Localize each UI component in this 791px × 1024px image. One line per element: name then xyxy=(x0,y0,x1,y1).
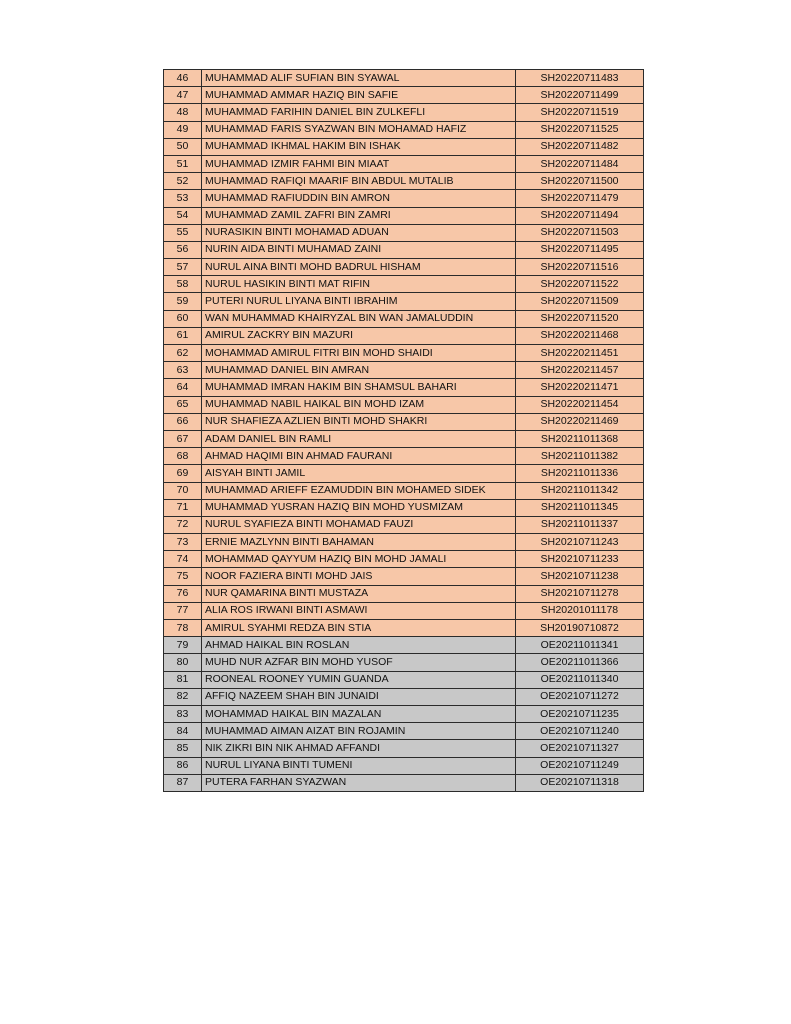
row-number: 58 xyxy=(164,276,202,293)
student-id: SH20220711520 xyxy=(516,310,644,327)
student-id: SH20201011178 xyxy=(516,602,644,619)
table-row xyxy=(164,87,644,104)
table-row xyxy=(164,155,644,172)
row-number: 46 xyxy=(164,70,202,87)
row-number: 67 xyxy=(164,430,202,447)
student-name: WAN MUHAMMAD KHAIRYZAL BIN WAN JAMALUDDIN xyxy=(202,310,516,327)
student-name: NUR QAMARINA BINTI MUSTAZA xyxy=(202,585,516,602)
table-row xyxy=(164,293,644,310)
table-row xyxy=(164,173,644,190)
row-number: 85 xyxy=(164,740,202,757)
student-id: OE20210711240 xyxy=(516,723,644,740)
table-row xyxy=(164,104,644,121)
row-number: 63 xyxy=(164,362,202,379)
student-id: OE20211011341 xyxy=(516,637,644,654)
row-number: 48 xyxy=(164,104,202,121)
student-roster-table xyxy=(163,69,644,792)
table-row xyxy=(164,774,644,791)
student-id: SH20220711482 xyxy=(516,138,644,155)
table-row xyxy=(164,534,644,551)
roster-body xyxy=(164,70,644,792)
table-row xyxy=(164,276,644,293)
row-number: 66 xyxy=(164,413,202,430)
student-id: SH20220711522 xyxy=(516,276,644,293)
student-name: MUHAMMAD YUSRAN HAZIQ BIN MOHD YUSMIZAM xyxy=(202,499,516,516)
student-name: MUHAMMAD RAFIUDDIN BIN AMRON xyxy=(202,190,516,207)
row-number: 52 xyxy=(164,173,202,190)
student-name: NURUL HASIKIN BINTI MAT RIFIN xyxy=(202,276,516,293)
row-number: 68 xyxy=(164,448,202,465)
student-id: OE20211011340 xyxy=(516,671,644,688)
student-id: OE20210711249 xyxy=(516,757,644,774)
row-number: 47 xyxy=(164,87,202,104)
table-row xyxy=(164,430,644,447)
student-id: SH20210711243 xyxy=(516,534,644,551)
student-name: NUR SHAFIEZA AZLIEN BINTI MOHD SHAKRI xyxy=(202,413,516,430)
table-row xyxy=(164,757,644,774)
student-id: SH20210711278 xyxy=(516,585,644,602)
student-name: ADAM DANIEL BIN RAMLI xyxy=(202,430,516,447)
table-row xyxy=(164,688,644,705)
row-number: 72 xyxy=(164,516,202,533)
student-id: SH20220711519 xyxy=(516,104,644,121)
student-id: SH20220711494 xyxy=(516,207,644,224)
student-id: SH20220711503 xyxy=(516,224,644,241)
table-row xyxy=(164,671,644,688)
table-row xyxy=(164,620,644,637)
row-number: 79 xyxy=(164,637,202,654)
student-id: SH20220711525 xyxy=(516,121,644,138)
student-name: AHMAD HAIKAL BIN ROSLAN xyxy=(202,637,516,654)
row-number: 54 xyxy=(164,207,202,224)
table-row xyxy=(164,345,644,362)
student-id: SH20220711495 xyxy=(516,241,644,258)
student-name: AMIRUL ZACKRY BIN MAZURI xyxy=(202,327,516,344)
row-number: 60 xyxy=(164,310,202,327)
student-name: MOHAMMAD QAYYUM HAZIQ BIN MOHD JAMALI xyxy=(202,551,516,568)
student-name: MUHAMMAD ZAMIL ZAFRI BIN ZAMRI xyxy=(202,207,516,224)
row-number: 71 xyxy=(164,499,202,516)
student-id: SH20211011342 xyxy=(516,482,644,499)
row-number: 73 xyxy=(164,534,202,551)
student-id: SH20220711516 xyxy=(516,259,644,276)
student-id: SH20210711238 xyxy=(516,568,644,585)
student-id: SH20220711499 xyxy=(516,87,644,104)
table-row xyxy=(164,448,644,465)
row-number: 87 xyxy=(164,774,202,791)
row-number: 81 xyxy=(164,671,202,688)
student-id: SH20220711479 xyxy=(516,190,644,207)
student-id: SH20220711483 xyxy=(516,70,644,87)
row-number: 76 xyxy=(164,585,202,602)
student-name: ROONEAL ROONEY YUMIN GUANDA xyxy=(202,671,516,688)
student-name: NURUL AINA BINTI MOHD BADRUL HISHAM xyxy=(202,259,516,276)
student-id: SH20211011337 xyxy=(516,516,644,533)
student-id: SH20220211468 xyxy=(516,327,644,344)
row-number: 83 xyxy=(164,705,202,722)
student-name: NURIN AIDA BINTI MUHAMAD ZAINI xyxy=(202,241,516,258)
table-row xyxy=(164,499,644,516)
student-id: SH20211011368 xyxy=(516,430,644,447)
table-row xyxy=(164,310,644,327)
student-id: SH20220211457 xyxy=(516,362,644,379)
student-id: SH20220211471 xyxy=(516,379,644,396)
student-id: OE20210711272 xyxy=(516,688,644,705)
student-id: SH20220711484 xyxy=(516,155,644,172)
row-number: 74 xyxy=(164,551,202,568)
table-row xyxy=(164,465,644,482)
student-name: MUHAMMAD ALIF SUFIAN BIN SYAWAL xyxy=(202,70,516,87)
student-id: SH20210711233 xyxy=(516,551,644,568)
table-row xyxy=(164,637,644,654)
row-number: 80 xyxy=(164,654,202,671)
student-name: MUHAMMAD RAFIQI MAARIF BIN ABDUL MUTALIB xyxy=(202,173,516,190)
student-name: PUTERI NURUL LIYANA BINTI IBRAHIM xyxy=(202,293,516,310)
student-name: AMIRUL SYAHMI REDZA BIN STIA xyxy=(202,620,516,637)
row-number: 78 xyxy=(164,620,202,637)
student-name: ERNIE MAZLYNN BINTI BAHAMAN xyxy=(202,534,516,551)
table-row xyxy=(164,396,644,413)
row-number: 64 xyxy=(164,379,202,396)
row-number: 55 xyxy=(164,224,202,241)
student-id: SH20220211454 xyxy=(516,396,644,413)
student-name: ALIA ROS IRWANI BINTI ASMAWI xyxy=(202,602,516,619)
student-name: AFFIQ NAZEEM SHAH BIN JUNAIDI xyxy=(202,688,516,705)
table-row xyxy=(164,121,644,138)
row-number: 53 xyxy=(164,190,202,207)
student-name: NURASIKIN BINTI MOHAMAD ADUAN xyxy=(202,224,516,241)
table-row xyxy=(164,224,644,241)
student-id: SH20211011382 xyxy=(516,448,644,465)
student-id: SH20220711500 xyxy=(516,173,644,190)
table-row xyxy=(164,379,644,396)
student-id: SH20211011345 xyxy=(516,499,644,516)
table-row xyxy=(164,740,644,757)
table-row xyxy=(164,705,644,722)
student-id: SH20211011336 xyxy=(516,465,644,482)
row-number: 56 xyxy=(164,241,202,258)
table-row xyxy=(164,482,644,499)
row-number: 49 xyxy=(164,121,202,138)
student-name: MUHAMMAD DANIEL BIN AMRAN xyxy=(202,362,516,379)
row-number: 84 xyxy=(164,723,202,740)
student-name: AHMAD HAQIMI BIN AHMAD FAURANI xyxy=(202,448,516,465)
table-row xyxy=(164,207,644,224)
student-name: NURUL LIYANA BINTI TUMENI xyxy=(202,757,516,774)
student-id: OE20210711318 xyxy=(516,774,644,791)
table-row xyxy=(164,138,644,155)
row-number: 82 xyxy=(164,688,202,705)
student-id: OE20210711327 xyxy=(516,740,644,757)
student-name: MUHD NUR AZFAR BIN MOHD YUSOF xyxy=(202,654,516,671)
student-id: SH20220211469 xyxy=(516,413,644,430)
row-number: 77 xyxy=(164,602,202,619)
student-name: MUHAMMAD IMRAN HAKIM BIN SHAMSUL BAHARI xyxy=(202,379,516,396)
table-row xyxy=(164,362,644,379)
row-number: 86 xyxy=(164,757,202,774)
student-name: MUHAMMAD AIMAN AIZAT BIN ROJAMIN xyxy=(202,723,516,740)
table-row xyxy=(164,516,644,533)
row-number: 69 xyxy=(164,465,202,482)
student-name: MUHAMMAD FARIS SYAZWAN BIN MOHAMAD HAFIZ xyxy=(202,121,516,138)
row-number: 61 xyxy=(164,327,202,344)
table-row xyxy=(164,327,644,344)
student-id: SH20190710872 xyxy=(516,620,644,637)
table-row xyxy=(164,551,644,568)
student-name: AISYAH BINTI JAMIL xyxy=(202,465,516,482)
table-row xyxy=(164,602,644,619)
row-number: 50 xyxy=(164,138,202,155)
student-name: MUHAMMAD NABIL HAIKAL BIN MOHD IZAM xyxy=(202,396,516,413)
row-number: 59 xyxy=(164,293,202,310)
student-name: NIK ZIKRI BIN NIK AHMAD AFFANDI xyxy=(202,740,516,757)
student-name: PUTERA FARHAN SYAZWAN xyxy=(202,774,516,791)
student-name: NURUL SYAFIEZA BINTI MOHAMAD FAUZI xyxy=(202,516,516,533)
table-row xyxy=(164,654,644,671)
table-row xyxy=(164,70,644,87)
student-name: MOHAMMAD AMIRUL FITRI BIN MOHD SHAIDI xyxy=(202,345,516,362)
table-row xyxy=(164,259,644,276)
student-id: OE20210711235 xyxy=(516,705,644,722)
student-id: OE20211011366 xyxy=(516,654,644,671)
row-number: 62 xyxy=(164,345,202,362)
row-number: 75 xyxy=(164,568,202,585)
student-name: MUHAMMAD AMMAR HAZIQ BIN SAFIE xyxy=(202,87,516,104)
student-name: MOHAMMAD HAIKAL BIN MAZALAN xyxy=(202,705,516,722)
row-number: 65 xyxy=(164,396,202,413)
student-name: NOOR FAZIERA BINTI MOHD JAIS xyxy=(202,568,516,585)
table-row xyxy=(164,585,644,602)
table-row xyxy=(164,723,644,740)
row-number: 51 xyxy=(164,155,202,172)
student-name: MUHAMMAD ARIEFF EZAMUDDIN BIN MOHAMED SIDEK xyxy=(202,482,516,499)
table-row xyxy=(164,568,644,585)
student-name: MUHAMMAD FARIHIN DANIEL BIN ZULKEFLI xyxy=(202,104,516,121)
table-row xyxy=(164,241,644,258)
student-id: SH20220211451 xyxy=(516,345,644,362)
student-name: MUHAMMAD IKHMAL HAKIM BIN ISHAK xyxy=(202,138,516,155)
row-number: 57 xyxy=(164,259,202,276)
table-row xyxy=(164,190,644,207)
row-number: 70 xyxy=(164,482,202,499)
student-name: MUHAMMAD IZMIR FAHMI BIN MIAAT xyxy=(202,155,516,172)
table-row xyxy=(164,413,644,430)
student-id: SH20220711509 xyxy=(516,293,644,310)
